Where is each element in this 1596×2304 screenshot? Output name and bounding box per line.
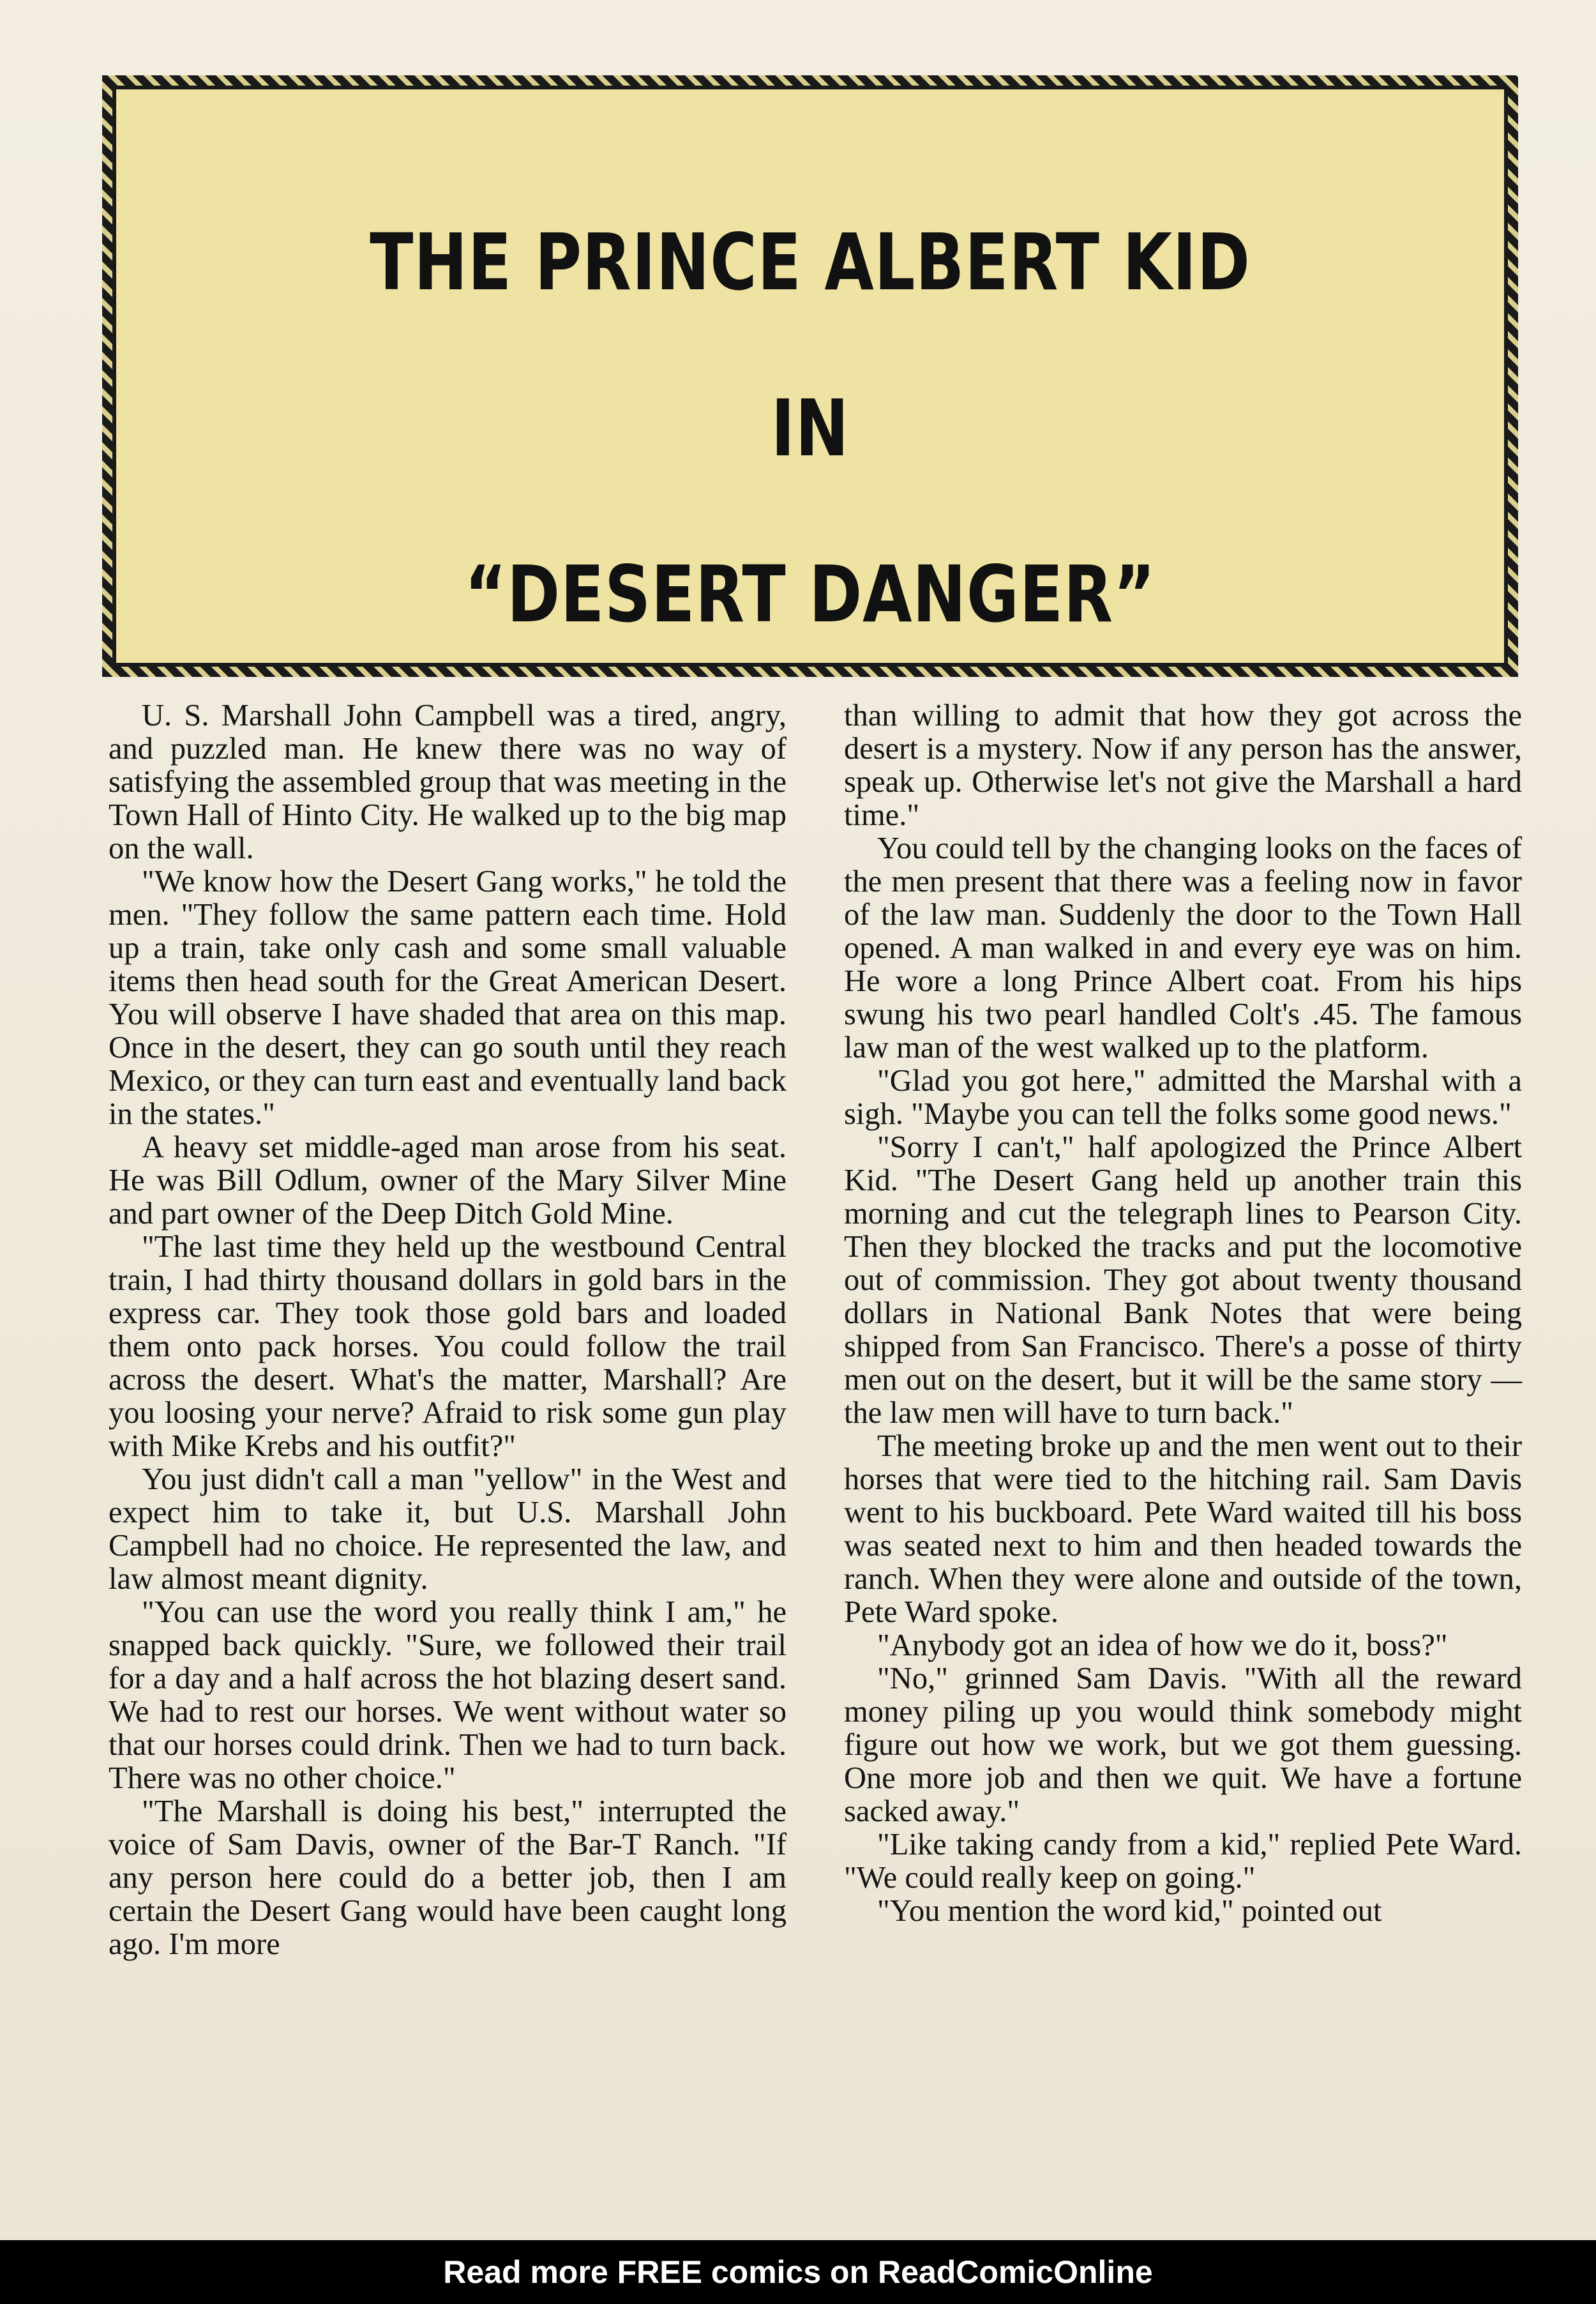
- right-text-column: [844, 699, 1522, 1928]
- left-text-column: [109, 699, 787, 1961]
- paragraph: "Glad you got here," admitted the Marshal with a sigh. "Maybe you can tell the folks some good news.": [844, 1064, 1522, 1131]
- paragraph: "The Marshall is doing his best," interrupted the voice of Sam Davis, owner of the Bar-T Ranch. "If any person here could do a better job, then I am certain the Desert Gang would have been caught long ago. I'm more: [109, 1794, 787, 1961]
- title-line-2: IN: [771, 383, 850, 474]
- title-line-1: THE PRINCE ALBERT KID: [370, 217, 1251, 308]
- title-panel: [112, 86, 1508, 667]
- paragraph: "You can use the word you really think I am," he snapped back quickly. "Sure, we followed their trail for a day and a half across the hot blazing desert sand. We had to rest our horses. We went without water so that our horses could drink. Then we had to turn back. There was no other choice.": [109, 1595, 787, 1795]
- paragraph: "Anybody got an idea of how we do it, boss?": [877, 1628, 1448, 1662]
- promo-footer-link[interactable]: Read more FREE comics on ReadComicOnline: [0, 2240, 1596, 2304]
- story-title: “DESERT DANGER”: [464, 549, 1156, 640]
- paragraph: "No," grinned Sam Davis. "With all the reward money piling up you would think somebody might figure out how we work, but we got them guessing. One more job and then we quit. We have a fortune sacked away.": [844, 1662, 1522, 1828]
- paragraph: You just didn't call a man "yellow" in the West and expect him to take it, but U.S. Marshall John Campbell had no choice. He represented the law, and law almost meant dignity.: [109, 1462, 787, 1596]
- paragraph: "Sorry I can't," half apologized the Prince Albert Kid. "The Desert Gang held up another train this morning and cut the telegraph lines to Pearson City. Then they blocked the tracks and put the locomotive out of commission. They got about twenty thousand dollars in National Bank Notes that were being shipped from San Francisco. There's a posse of thirty men out on the desert, but it will be the same story — the law men will have to turn back.": [844, 1130, 1522, 1430]
- paragraph: "You mention the word kid," pointed out: [877, 1894, 1382, 1928]
- paragraph: The meeting broke up and the men went out to their horses that were tied to the hitching rail. Sam Davis went to his buckboard. Pete Ward waited till his boss was seated next to him and then headed towards the ranch. When they were alone and outside of the town, Pete Ward spoke.: [844, 1429, 1522, 1629]
- paragraph: "The last time they held up the westbound Central train, I had thirty thousand dollars in gold bars in the express car. They took those gold bars and loaded them onto pack horses. You could follow the trail across the desert. What's the matter, Marshall? Are you loosing your nerve? Afraid to risk some gun play with Mike Krebs and his outfit?": [109, 1230, 787, 1463]
- paragraph: U. S. Marshall John Campbell was a tired, angry, and puzzled man. He knew there was no way of satisfying the assembled group that was meeting in the Town Hall of Hinto City. He walked up to the big map on the wall.: [109, 699, 787, 865]
- paragraph: You could tell by the changing looks on the faces of the men present that there was a feeling now in favor of the law man. Suddenly the door to the Town Hall opened. A man walked in and every eye was on him. He wore a long Prince Albert coat. From his hips swung his two pearl handled Colt's .45. The famous law man of the west walked up to the platform.: [844, 831, 1522, 1065]
- paragraph: A heavy set middle-aged man arose from his seat. He was Bill Odlum, owner of the Mary Silver Mine and part owner of the Deep Ditch Gold Mine.: [109, 1130, 787, 1231]
- paragraph: "We know how the Desert Gang works," he told the men. "They follow the same pattern each time. Hold up a train, take only cash and some small valuable items then head south for the Great American Desert. You will observe I have shaded that area on this map. Once in the desert, they can go south until they reach Mexico, or they can turn east and eventually land back in the states.": [109, 865, 787, 1131]
- paragraph: "Like taking candy from a kid," replied Pete Ward. "We could really keep on going.": [844, 1828, 1522, 1895]
- paragraph: than willing to admit that how they got across the desert is a mystery. Now if any person has the answer, speak up. Otherwise let's not give the Marshall a hard time.": [844, 699, 1522, 832]
- title-box: [102, 75, 1518, 677]
